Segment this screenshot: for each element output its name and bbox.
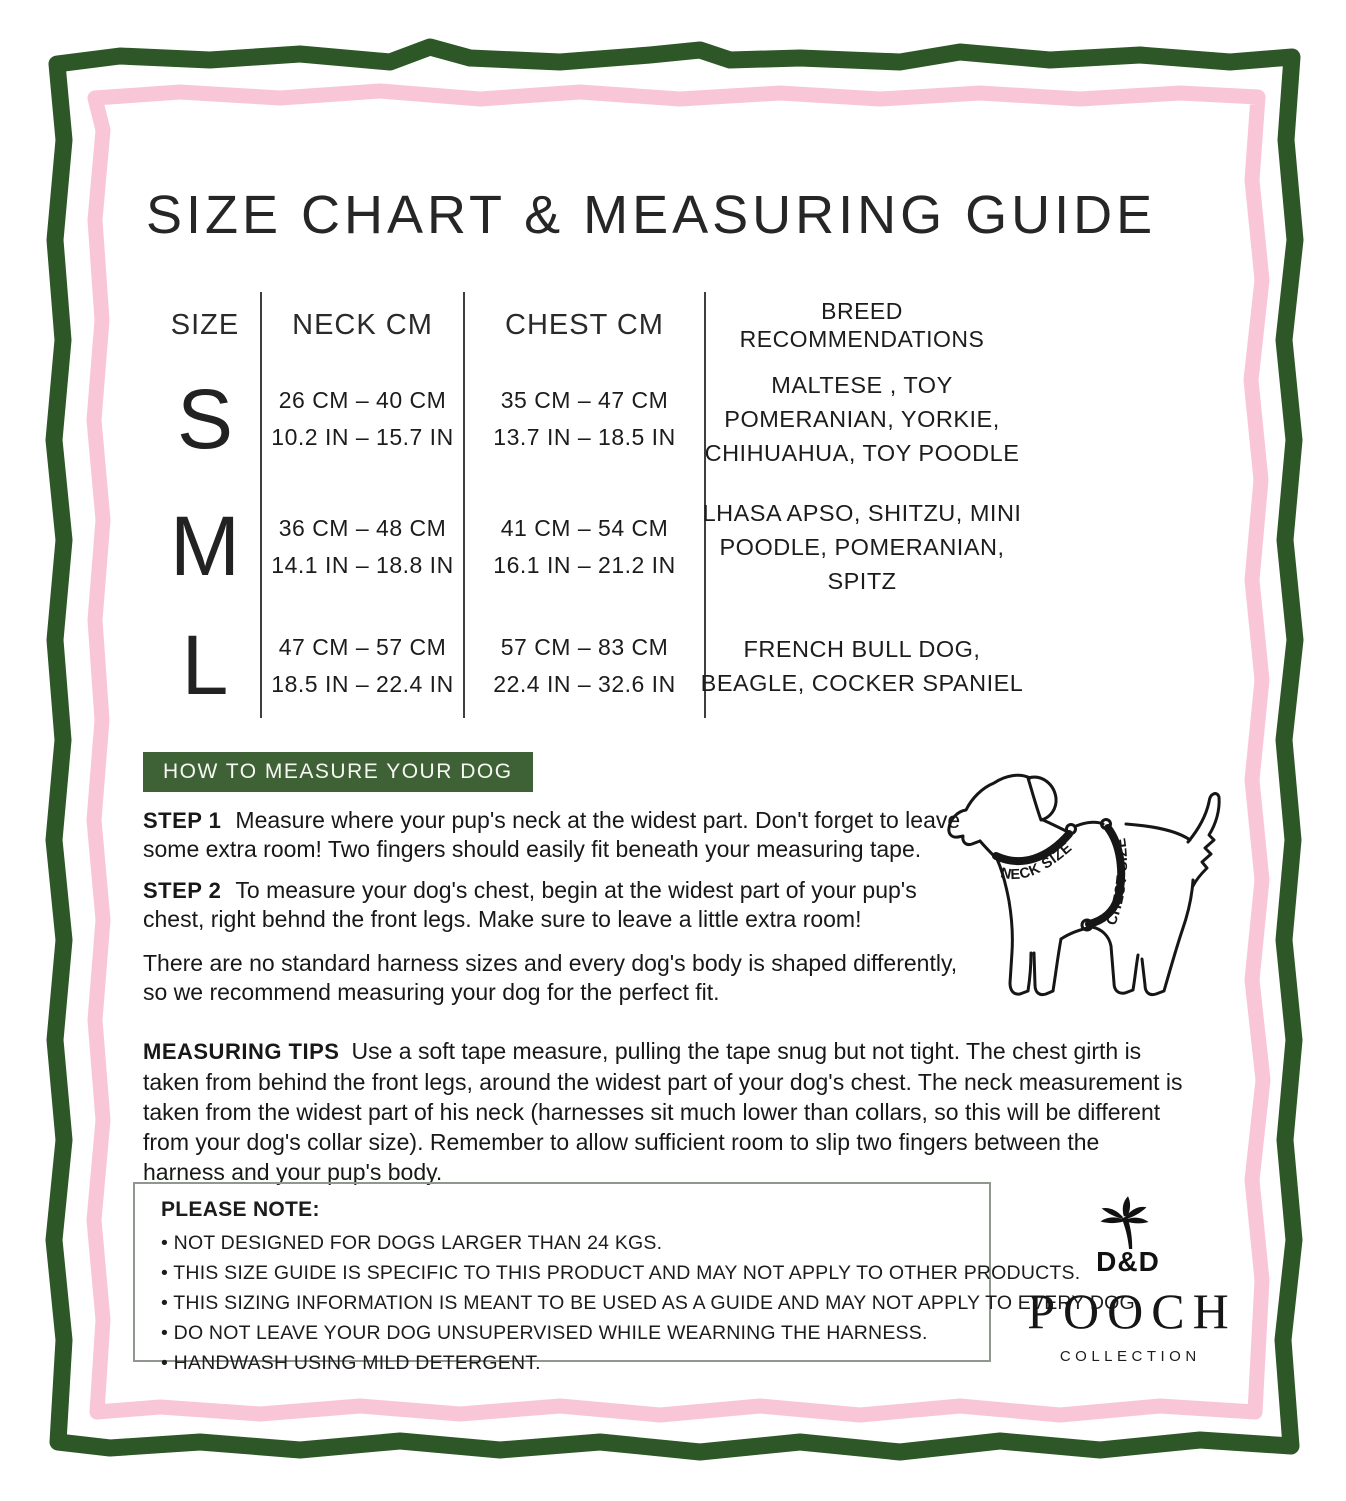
- col-header-size: SIZE: [150, 292, 262, 358]
- note-bullet: • THIS SIZING INFORMATION IS MEANT TO BE USED AS A GUIDE AND MAY NOT APPLY TO EVERY DOG.: [161, 1288, 979, 1318]
- size-m-breeds: LHASA APSO, SHITZU, MINI POODLE, POMERANIAN, SPITZ: [702, 499, 1022, 594]
- step-2-label: STEP 2: [143, 878, 222, 903]
- dog-tail: [1188, 794, 1219, 886]
- size-s-breeds: MALTESE , TOY POMERANIAN, YORKIE, CHIHUAHUA, TOY POODLE: [704, 372, 1020, 466]
- dog-back: [1126, 824, 1190, 840]
- note-bullet: • DO NOT LEAVE YOUR DOG UNSUPERVISED WHILE WEARNING THE HARNESS.: [161, 1318, 979, 1348]
- size-m: M: [150, 480, 262, 613]
- col-header-neck: NECK CM: [262, 292, 465, 358]
- note-bullet: • NOT DESIGNED FOR DOGS LARGER THAN 24 KGS.: [161, 1228, 979, 1258]
- harness-shoulder-strap: [1076, 822, 1103, 826]
- step-1: STEP 1 Measure where your pup's neck at the widest part. Don't forget to leave some extra room! Two fingers should easily fit beneath your measuring tape.: [143, 807, 961, 862]
- col-header-breed: BREED RECOMMENDATIONS: [739, 298, 985, 352]
- size-m-chest: 41 CM – 54 CM 16.1 IN – 21.2 IN: [465, 480, 706, 613]
- measuring-steps: [143, 806, 981, 1019]
- size-l-neck: 47 CM – 57 CM 18.5 IN – 22.4 IN: [262, 613, 465, 718]
- measuring-tips-label: MEASURING TIPS: [143, 1039, 340, 1064]
- step-2: STEP 2 To measure your dog's chest, begin at the widest part of your pup's chest, right behnd the front legs. Make sure to leave a little extra room!: [143, 877, 917, 932]
- fit-note: There are no standard harness sizes and every dog's body is shaped differently, so we recommend measuring your dog for the perfect fit.: [143, 950, 958, 1005]
- brand-logo: [1018, 1192, 1238, 1365]
- logo-dd: D&D: [1096, 1246, 1160, 1277]
- chest-size-label: CHEST SIZE: [1103, 836, 1132, 928]
- size-l-breeds: FRENCH BULL DOG, BEAGLE, COCKER SPANIEL: [700, 635, 1024, 696]
- how-to-measure-banner: HOW TO MEASURE YOUR DOG: [143, 752, 533, 792]
- col-header-chest: CHEST CM: [465, 292, 706, 358]
- size-l: L: [150, 613, 262, 718]
- palm-tree-icon: [1078, 1192, 1178, 1250]
- dog-hind-leg-2: [1142, 880, 1193, 995]
- dog-hind-leg-1: [1092, 927, 1138, 993]
- dog-neck-back: [1043, 820, 1066, 831]
- size-m-neck: 36 CM – 48 CM 14.1 IN – 18.8 IN: [262, 480, 465, 613]
- page-title: SIZE CHART & MEASURING GUIDE: [146, 185, 1157, 245]
- dog-front-leg-2: [1034, 939, 1061, 995]
- size-l-chest: 57 CM – 83 CM 22.4 IN – 32.6 IN: [465, 613, 706, 718]
- dog-mouth: [958, 836, 980, 845]
- dog-head-outline: [949, 775, 1030, 837]
- logo-subtitle: COLLECTION: [1059, 1348, 1201, 1365]
- size-s-neck: 26 CM – 40 CM 10.2 IN – 15.7 IN: [262, 358, 465, 480]
- logo-name: POOCH: [1027, 1283, 1237, 1339]
- note-bullet: • THIS SIZE GUIDE IS SPECIFIC TO THIS PRODUCT AND MAY NOT APPLY TO OTHER PRODUCTS.: [161, 1258, 979, 1288]
- note-bullet: • HANDWASH USING MILD DETERGENT.: [161, 1348, 979, 1378]
- please-note-title: PLEASE NOTE:: [161, 1198, 320, 1221]
- neck-size-label: NECK SIZE: [999, 839, 1076, 884]
- dog-measurement-illustration: [930, 758, 1260, 1038]
- step-1-label: STEP 1: [143, 808, 222, 833]
- measuring-tips: MEASURING TIPS Use a soft tape measure, pulling the tape snug but not tight. The chest girth is taken from behind the front legs, around the widest part of your dog's chest. The neck measurement is taken from the widest part of his neck (harnesses sit much lower than collars, so this will be different from your dog's collar size). Remember to allow sufficient room to slip two fingers between the harness and your pup's body.: [143, 1038, 1183, 1185]
- size-s-chest: 35 CM – 47 CM 13.7 IN – 18.5 IN: [465, 358, 706, 480]
- dog-ear: [1028, 777, 1056, 820]
- size-s: S: [150, 358, 262, 480]
- size-chart-table: [150, 292, 1024, 718]
